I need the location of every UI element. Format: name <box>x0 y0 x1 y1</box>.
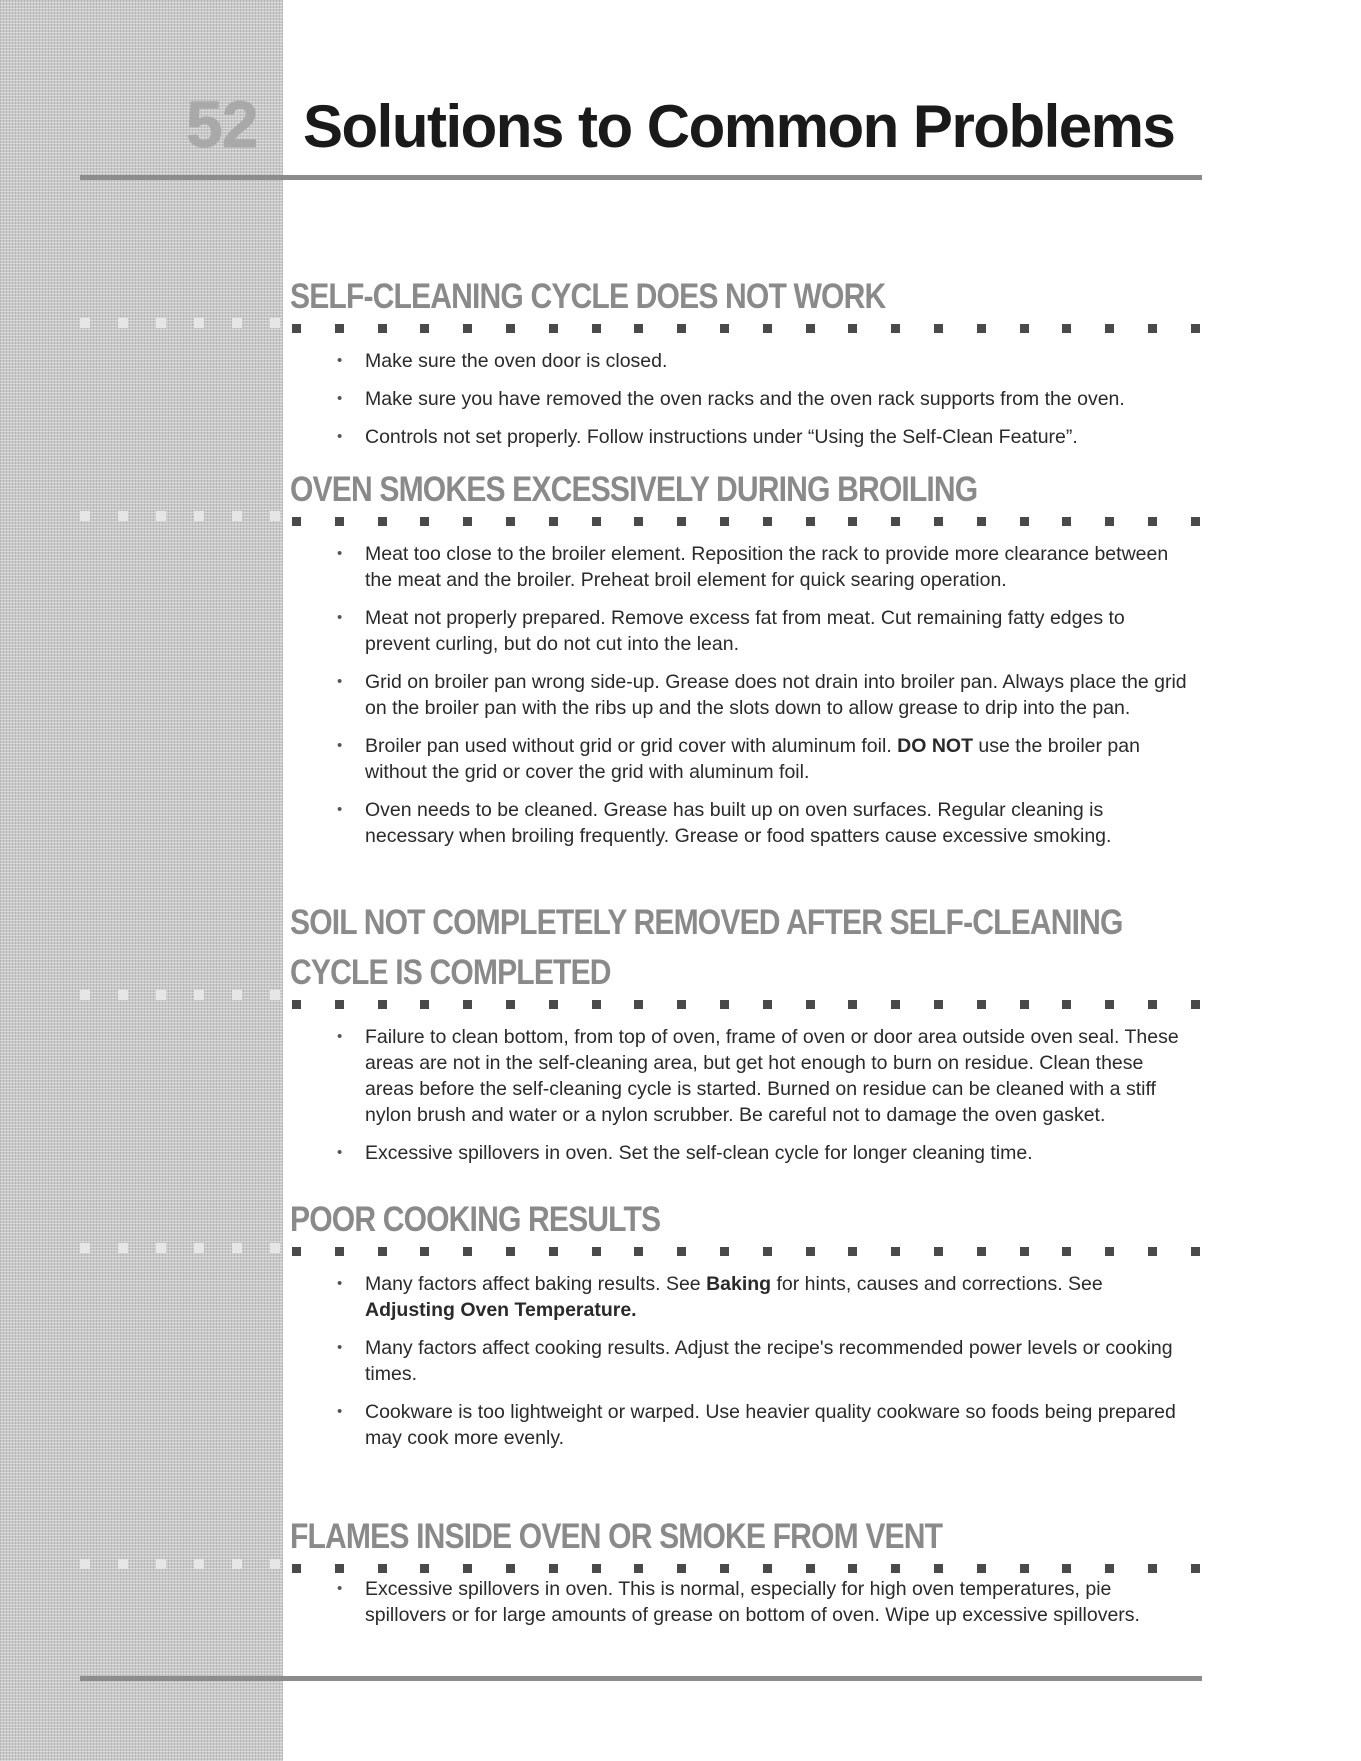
divider-dot <box>592 1247 601 1256</box>
divider-dot <box>549 1247 558 1256</box>
item-text: Controls not set properly. Follow instructions under “Using the Self-Clean Feature”. <box>365 426 1078 448</box>
divider-dot <box>934 517 943 526</box>
divider-dot <box>335 517 344 526</box>
divider-dot <box>806 517 815 526</box>
sidebar-dots <box>80 318 280 332</box>
list-item <box>290 424 1202 450</box>
divider-dot <box>1148 517 1157 526</box>
bold-text: Adjusting Oven Temperature. <box>365 1299 637 1321</box>
divider-dot <box>1148 1564 1157 1573</box>
section-heading: SOIL NOT COMPLETELY REMOVED AFTER SELF-CLEANING <box>290 903 1123 942</box>
divider-dot <box>378 324 387 333</box>
divider-dot <box>677 1247 686 1256</box>
list-item <box>290 541 1202 593</box>
divider-dot <box>292 324 301 333</box>
divider-dot <box>1105 324 1114 333</box>
list-item <box>290 733 1202 785</box>
divider-dot <box>934 1247 943 1256</box>
section-soil-not-removed <box>290 900 1202 1178</box>
divider-dot <box>1148 1000 1157 1009</box>
divider-dot <box>420 324 429 333</box>
divider-dot <box>806 324 815 333</box>
divider-dot <box>463 1247 472 1256</box>
divider-dot <box>1020 517 1029 526</box>
section-self-cleaning <box>290 274 1202 462</box>
divider-dot <box>763 324 772 333</box>
divider-dot <box>848 1564 857 1573</box>
divider-dot <box>677 517 686 526</box>
item-text: Meat too close to the broiler element. Reposition the rack to provide more clearance between the meat and the broiler. Preheat broil element for quick searing operation. <box>365 543 1169 591</box>
divider-dot <box>1020 1564 1029 1573</box>
list-item <box>290 1335 1202 1387</box>
divider-dot <box>506 517 515 526</box>
divider-dot <box>1191 1247 1200 1256</box>
divider-dot <box>549 324 558 333</box>
divider-dot <box>549 517 558 526</box>
divider-dot <box>977 324 986 333</box>
item-text: Failure to clean bottom, from top of oven, frame of oven or door area outside oven seal. These areas are not in the self-cleaning area, but get hot enough to burn on residue. Clean these areas before the self-cleaning cycle is started. Burned on residue can be cleaned with a stiff nylon brush and water or a nylon scrubber. Be careful not to damage the oven gasket. <box>365 1026 1179 1126</box>
sidebar-dots <box>80 511 280 525</box>
divider-dot <box>506 1000 515 1009</box>
bold-text: DO NOT <box>897 735 973 757</box>
divider-dot <box>891 324 900 333</box>
divider-dot <box>848 1247 857 1256</box>
divider-dot <box>720 517 729 526</box>
item-list <box>290 541 1202 849</box>
list-item <box>290 1399 1202 1451</box>
item-text: for hints, causes and corrections. See <box>771 1273 1103 1295</box>
item-text: Oven needs to be cleaned. Grease has built up on oven surfaces. Regular cleaning is necessary when broiling frequently. Grease or food spatters cause excessive smoking. <box>365 799 1112 847</box>
divider-dot <box>634 324 643 333</box>
divider-dot <box>977 517 986 526</box>
section-heading: OVEN SMOKES EXCESSIVELY DURING BROILING <box>290 470 978 509</box>
item-list <box>290 1024 1202 1166</box>
divider-dot <box>806 1247 815 1256</box>
divider-dot <box>292 517 301 526</box>
divider-dot <box>335 1564 344 1573</box>
top-rule <box>80 175 1202 180</box>
divider-dot <box>677 1564 686 1573</box>
list-item <box>290 797 1202 849</box>
divider-dot <box>1191 517 1200 526</box>
divider-dot <box>720 1247 729 1256</box>
divider-dot <box>292 1000 301 1009</box>
divider-dot <box>420 1247 429 1256</box>
divider-dot <box>1020 324 1029 333</box>
divider-dot <box>1148 324 1157 333</box>
item-text: Excessive spillovers in oven. Set the self-clean cycle for longer cleaning time. <box>365 1142 1033 1164</box>
divider-dot <box>634 1247 643 1256</box>
item-text: Excessive spillovers in oven. This is normal, especially for high oven temperatures, pie spillovers or for large amounts of grease on bottom of oven. Wipe up excessive spillovers. <box>365 1578 1140 1626</box>
item-text: Cookware is too lightweight or warped. Use heavier quality cookware so foods being prepared may cook more evenly. <box>365 1401 1176 1449</box>
list-item <box>290 1024 1202 1128</box>
list-item <box>290 348 1202 374</box>
bold-text: Baking <box>706 1273 772 1295</box>
divider-dot <box>848 517 857 526</box>
divider-dot <box>977 1000 986 1009</box>
divider-dot <box>1062 517 1071 526</box>
dot-divider <box>292 1564 1200 1574</box>
divider-dot <box>378 517 387 526</box>
divider-dot <box>891 517 900 526</box>
divider-dot <box>634 1000 643 1009</box>
divider-dot <box>378 1564 387 1573</box>
divider-dot <box>634 1564 643 1573</box>
divider-dot <box>677 1000 686 1009</box>
dot-divider <box>292 1247 1200 1257</box>
divider-dot <box>934 1000 943 1009</box>
divider-dot <box>420 1000 429 1009</box>
list-item <box>290 1140 1202 1166</box>
divider-dot <box>1062 324 1071 333</box>
divider-dot <box>934 1564 943 1573</box>
list-item <box>290 669 1202 721</box>
divider-dot <box>335 1247 344 1256</box>
divider-dot <box>977 1564 986 1573</box>
divider-dot <box>592 324 601 333</box>
section-heading: SELF-CLEANING CYCLE DOES NOT WORK <box>290 277 886 316</box>
divider-dot <box>891 1247 900 1256</box>
divider-dot <box>891 1564 900 1573</box>
divider-dot <box>763 517 772 526</box>
page-number: 52 <box>186 87 258 161</box>
divider-dot <box>934 324 943 333</box>
divider-dot <box>848 324 857 333</box>
divider-dot <box>549 1000 558 1009</box>
sidebar-band <box>0 0 283 1761</box>
divider-dot <box>720 1000 729 1009</box>
divider-dot <box>1105 1000 1114 1009</box>
divider-dot <box>1191 1000 1200 1009</box>
divider-dot <box>1062 1247 1071 1256</box>
divider-dot <box>463 324 472 333</box>
divider-dot <box>763 1564 772 1573</box>
divider-dot <box>335 324 344 333</box>
item-list <box>290 1271 1202 1451</box>
divider-dot <box>677 324 686 333</box>
item-text: Grid on broiler pan wrong side-up. Grease does not drain into broiler pan. Always place the grid on the broiler pan with the ribs up and the slots down to allow grease to drip into the pan. <box>365 671 1187 719</box>
sidebar-dots <box>80 1243 280 1257</box>
sidebar-dots <box>80 1559 280 1573</box>
item-list <box>290 348 1202 450</box>
divider-dot <box>1105 1564 1114 1573</box>
item-text: use the broiler pan without the grid or cover the grid with aluminum foil. <box>365 735 1140 783</box>
section-oven-smokes <box>290 467 1202 861</box>
divider-dot <box>1105 1247 1114 1256</box>
item-text: Make sure the oven door is closed. <box>365 350 668 372</box>
item-text: Make sure you have removed the oven racks and the oven rack supports from the oven. <box>365 388 1125 410</box>
divider-dot <box>806 1000 815 1009</box>
divider-dot <box>1191 1564 1200 1573</box>
divider-dot <box>506 1564 515 1573</box>
divider-dot <box>1020 1000 1029 1009</box>
dot-divider <box>292 1000 1200 1010</box>
divider-dot <box>1148 1247 1157 1256</box>
divider-dot <box>720 324 729 333</box>
divider-dot <box>506 324 515 333</box>
page-title: Solutions to Common Problems <box>303 93 1175 160</box>
divider-dot <box>891 1000 900 1009</box>
section-heading-line2: CYCLE IS COMPLETED <box>290 953 611 992</box>
divider-dot <box>634 517 643 526</box>
section-heading: FLAMES INSIDE OVEN OR SMOKE FROM VENT <box>290 1517 943 1556</box>
item-list <box>290 1576 1202 1628</box>
bottom-rule <box>80 1676 1202 1681</box>
sidebar-dots <box>80 990 280 1004</box>
divider-dot <box>1020 1247 1029 1256</box>
divider-dot <box>1105 517 1114 526</box>
divider-dot <box>463 1000 472 1009</box>
divider-dot <box>848 1000 857 1009</box>
divider-dot <box>806 1564 815 1573</box>
item-text: Meat not properly prepared. Remove excess fat from meat. Cut remaining fatty edges to prevent curling, but do not cut into the lean. <box>365 607 1125 655</box>
item-text: Many factors affect baking results. See <box>365 1273 707 1295</box>
divider-dot <box>549 1564 558 1573</box>
section-heading: POOR COOKING RESULTS <box>290 1200 661 1239</box>
dot-divider <box>292 517 1200 527</box>
divider-dot <box>463 1564 472 1573</box>
divider-dot <box>506 1247 515 1256</box>
divider-dot <box>378 1247 387 1256</box>
item-text: Many factors affect cooking results. Adjust the recipe's recommended power levels or cooking times. <box>365 1337 1173 1385</box>
divider-dot <box>292 1247 301 1256</box>
divider-dot <box>592 1000 601 1009</box>
dot-divider <box>292 324 1200 334</box>
item-text: Broiler pan used without grid or grid cover with aluminum foil. <box>365 735 898 757</box>
divider-dot <box>463 517 472 526</box>
divider-dot <box>420 1564 429 1573</box>
divider-dot <box>1191 324 1200 333</box>
divider-dot <box>420 517 429 526</box>
divider-dot <box>592 517 601 526</box>
list-item <box>290 1576 1202 1628</box>
divider-dot <box>1062 1000 1071 1009</box>
divider-dot <box>378 1000 387 1009</box>
section-poor-cooking <box>290 1197 1202 1463</box>
section-flames <box>290 1514 1202 1640</box>
divider-dot <box>763 1247 772 1256</box>
divider-dot <box>1062 1564 1071 1573</box>
list-item <box>290 605 1202 657</box>
divider-dot <box>335 1000 344 1009</box>
divider-dot <box>763 1000 772 1009</box>
list-item <box>290 1271 1202 1323</box>
divider-dot <box>720 1564 729 1573</box>
divider-dot <box>592 1564 601 1573</box>
list-item <box>290 386 1202 412</box>
divider-dot <box>292 1564 301 1573</box>
divider-dot <box>977 1247 986 1256</box>
